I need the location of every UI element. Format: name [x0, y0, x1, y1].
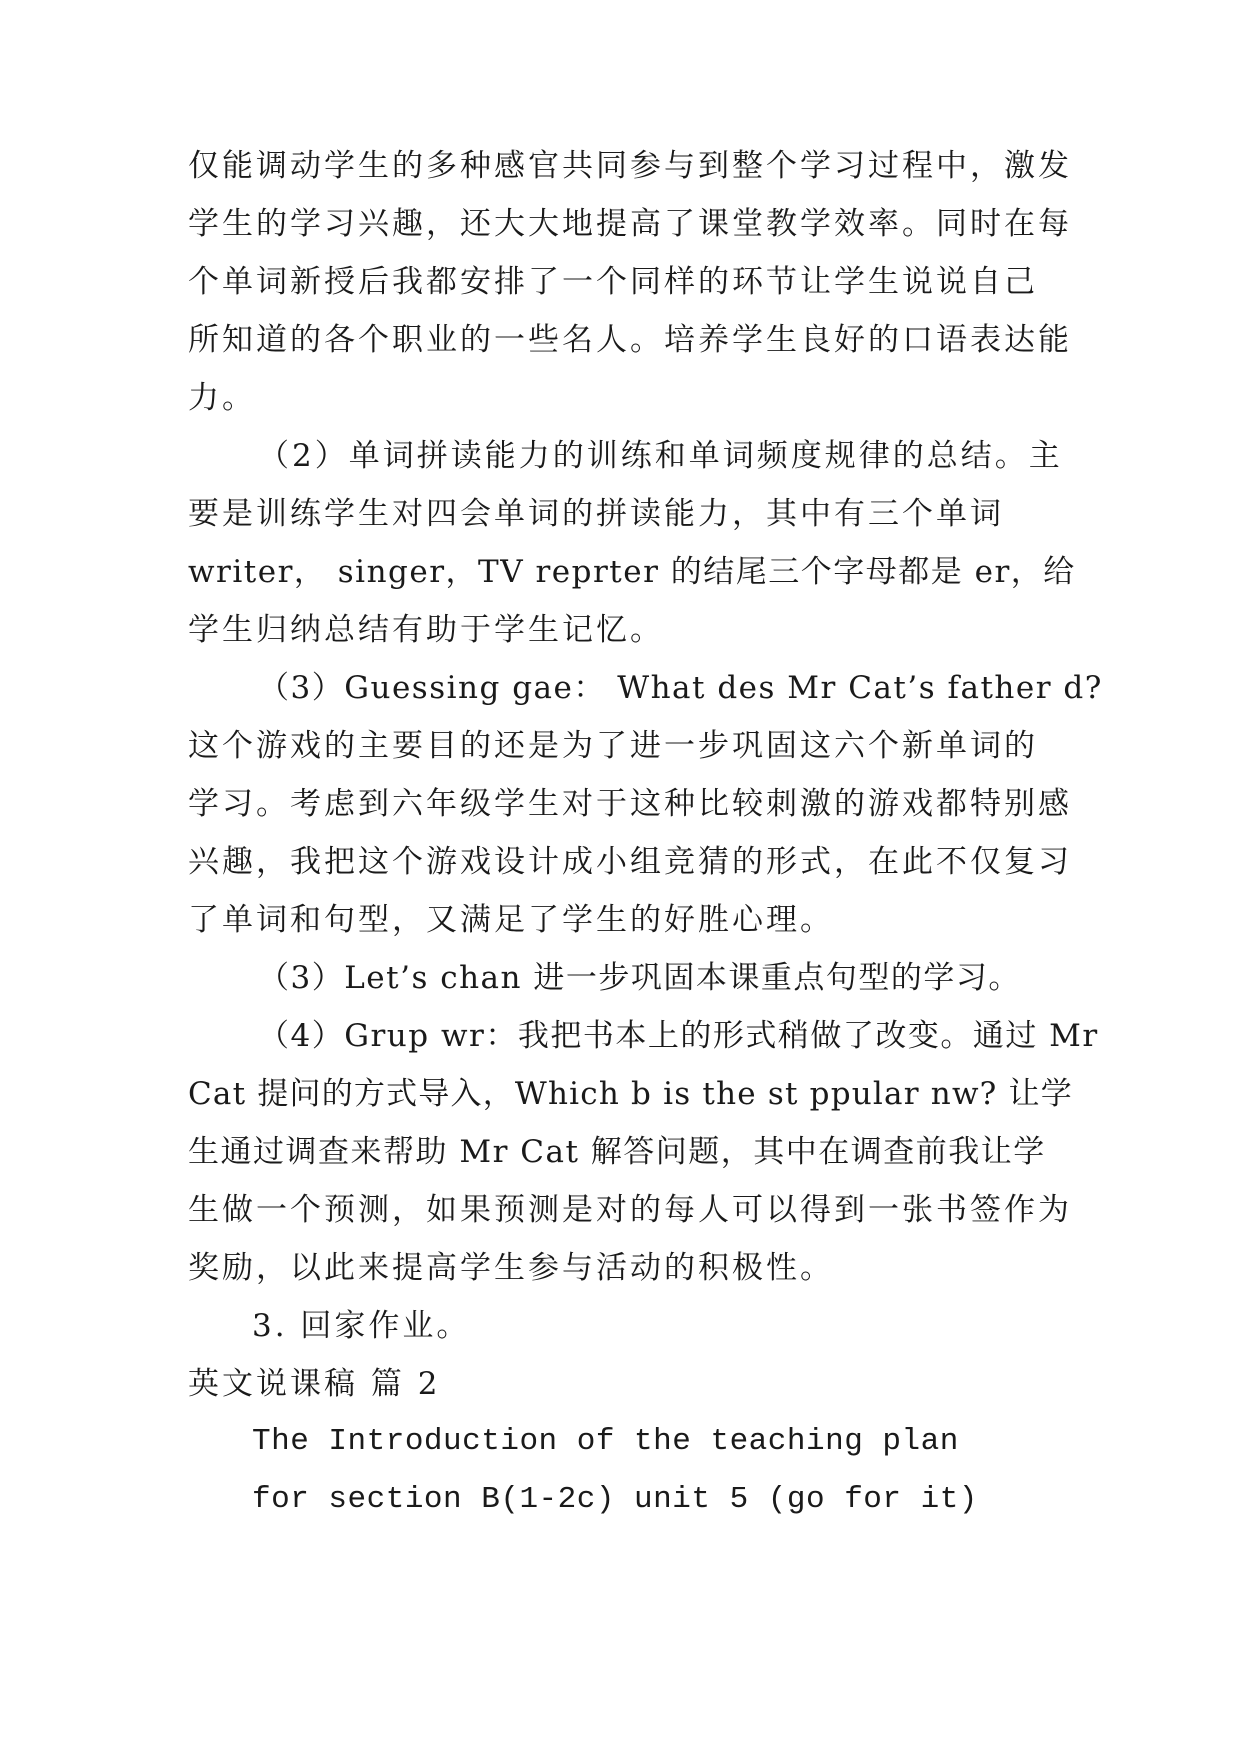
paragraph-5-line-2: Cat 提问的方式导入，Which b is the st ppular nw? 让学 [188, 1076, 1073, 1112]
paragraph-5-line-1: （4）Grup wr：我把书本上的形式稍做了改变。通过 Mr [258, 1018, 1099, 1054]
paragraph-1-line-3: 个单词新授后我都安排了一个同样的环节让学生说说自己 [188, 264, 1038, 300]
homework-item: 3. 回家作业。 [252, 1308, 471, 1344]
paragraph-5-line-4: 生做一个预测，如果预测是对的每人可以得到一张书签作为 [188, 1192, 1072, 1228]
paragraph-1-line-4: 所知道的各个职业的一些名人。培养学生良好的口语表达能 [188, 322, 1072, 358]
paragraph-3-line-1: （3）Guessing gae： What des Mr Cat’s father d? [258, 670, 1103, 706]
paragraph-2-line-1: （2）单词拼读能力的训练和单词频度规律的总结。主 [258, 438, 1063, 474]
paragraph-2-line-4: 学生归纳总结有助于学生记忆。 [188, 612, 664, 648]
paragraph-5-line-5: 奖励，以此来提高学生参与活动的积极性。 [188, 1250, 834, 1286]
paragraph-1-line-5: 力。 [188, 380, 256, 416]
paragraph-2-line-3: writer， singer，TV reprter 的结尾三个字母都是 er，给 [188, 554, 1076, 590]
paragraph-1-line-2: 学生的学习兴趣，还大大地提高了课堂教学效率。同时在每 [188, 206, 1072, 242]
paragraph-3-line-5: 了单词和句型，又满足了学生的好胜心理。 [188, 902, 834, 938]
english-title-line-2: for section B(1-2c) unit 5 (go for it) [252, 1482, 978, 1517]
section-heading: 英文说课稿 篇 2 [188, 1366, 441, 1402]
paragraph-3-line-4: 兴趣，我把这个游戏设计成小组竞猜的形式，在此不仅复习 [188, 844, 1072, 880]
paragraph-3-line-2: 这个游戏的主要目的还是为了进一步巩固这六个新单词的 [188, 728, 1038, 764]
paragraph-5-line-3: 生通过调查来帮助 Mr Cat 解答问题，其中在调查前我让学 [188, 1134, 1046, 1170]
paragraph-3-line-3: 学习。考虑到六年级学生对于这种比较刺激的游戏都特别感 [188, 786, 1072, 822]
paragraph-2-line-2: 要是训练学生对四会单词的拼读能力，其中有三个单词 [188, 496, 1004, 532]
paragraph-4-line-1: （3）Let’s chan 进一步巩固本课重点句型的学习。 [258, 960, 1021, 996]
english-title-line-1: The Introduction of the teaching plan [252, 1424, 959, 1459]
paragraph-1-line-1: 仅能调动学生的多种感官共同参与到整个学习过程中，激发 [188, 148, 1072, 184]
